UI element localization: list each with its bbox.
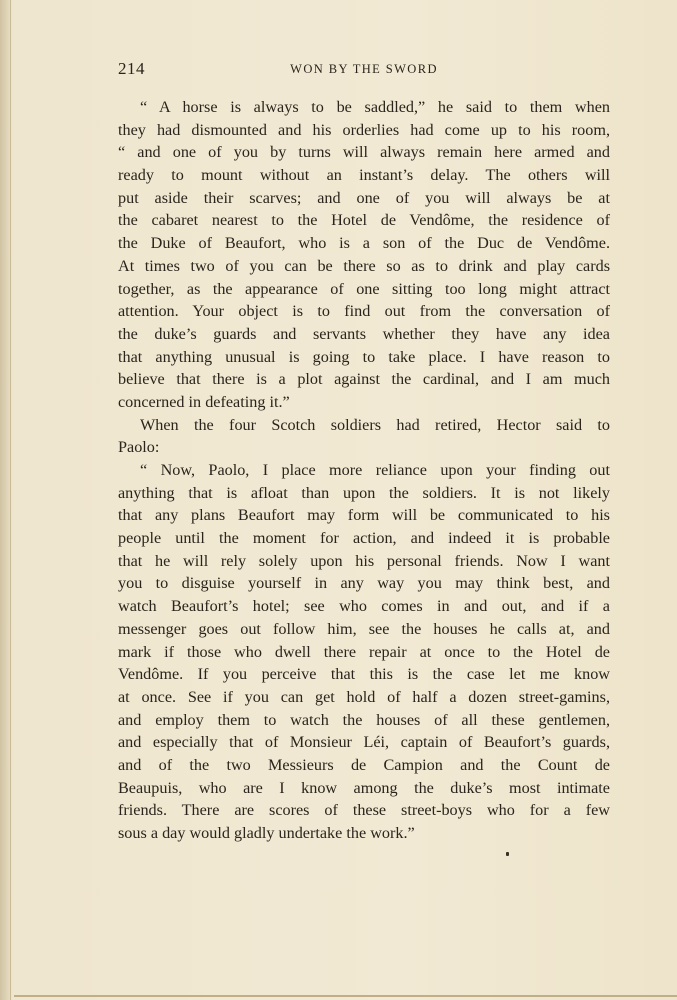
text-line: they had dismounted and his orderlies had come up to his room, <box>118 120 610 139</box>
text-line: the Duke of Beaufort, who is a son of the Duc de Vendôme. <box>118 234 610 253</box>
text-line: watch Beaufort’s hotel; see who comes in and out, and if a <box>118 597 610 616</box>
text-line: and employ them to watch the houses of all these gentlemen, <box>118 710 610 729</box>
text-line: Beaupuis, who are I know among the duke’s most intimate <box>118 778 610 797</box>
text-line: together, as the appearance of one sitting too long might attract <box>118 279 610 298</box>
body-text <box>118 96 610 845</box>
page-header <box>118 59 610 83</box>
binding-gutter <box>0 0 11 1000</box>
text-line: put aside their scarves; and one of you will always be at <box>118 188 610 207</box>
text-line: you to disguise yourself in any way you may think best, and <box>118 574 610 593</box>
page-bottom-edge <box>14 995 677 997</box>
text-line: “ and one of you by turns will always remain here armed and <box>118 143 610 162</box>
text-line: believe that there is a plot against the cardinal, and I am much <box>118 370 610 389</box>
text-line: that any plans Beaufort may form will be communicated to his <box>118 506 610 525</box>
text-line: at once. See if you can get hold of half a dozen street-gamins, <box>118 687 610 706</box>
text-line: “ A horse is always to be saddled,” he said to them when <box>140 98 610 116</box>
text-line: When the four Scotch soldiers had retired, Hector said to <box>140 415 610 434</box>
text-line: anything that is afloat than upon the soldiers. It is not likely <box>118 483 610 502</box>
text-line: that he will rely solely upon his personal friends. Now I want <box>118 551 610 570</box>
text-line: At times two of you can be there so as to drink and play cards <box>118 256 610 275</box>
text-line: messenger goes out follow him, see the houses he calls at, and <box>118 619 610 638</box>
text-line: people until the moment for action, and indeed it is probable <box>118 529 610 548</box>
text-line: Vendôme. If you perceive that this is the case let me know <box>118 665 610 684</box>
text-line: and of the two Messieurs de Campion and the Count de <box>118 755 610 774</box>
text-line: sous a day would gladly undertake the work.” <box>118 824 415 842</box>
text-line: mark if those who dwell there repair at once to the Hotel de <box>118 642 610 661</box>
text-line: that anything unusual is going to take place. I have reason to <box>118 347 610 366</box>
text-line: ready to mount without an instant’s delay. The others will <box>118 166 610 185</box>
text-line: the duke’s guards and servants whether they have any idea <box>118 324 610 343</box>
text-line: “ Now, Paolo, I place more reliance upon your finding out <box>140 461 610 479</box>
text-line: attention. Your object is to find out from the conversation of <box>118 302 610 321</box>
text-line: concerned in defeating it.” <box>118 392 290 411</box>
ink-speck <box>506 852 509 856</box>
page-number: 214 <box>118 59 145 78</box>
text-line: the cabaret nearest to the Hotel de Vendôme, the residence of <box>118 211 610 230</box>
text-line: Paolo: <box>118 438 160 457</box>
text-line: friends. There are scores of these street-boys who for a few <box>118 801 610 820</box>
text-line: and especially that of Monsieur Léi, captain of Beaufort’s guards, <box>118 733 610 752</box>
running-title: WON BY THE SWORD <box>290 62 438 76</box>
